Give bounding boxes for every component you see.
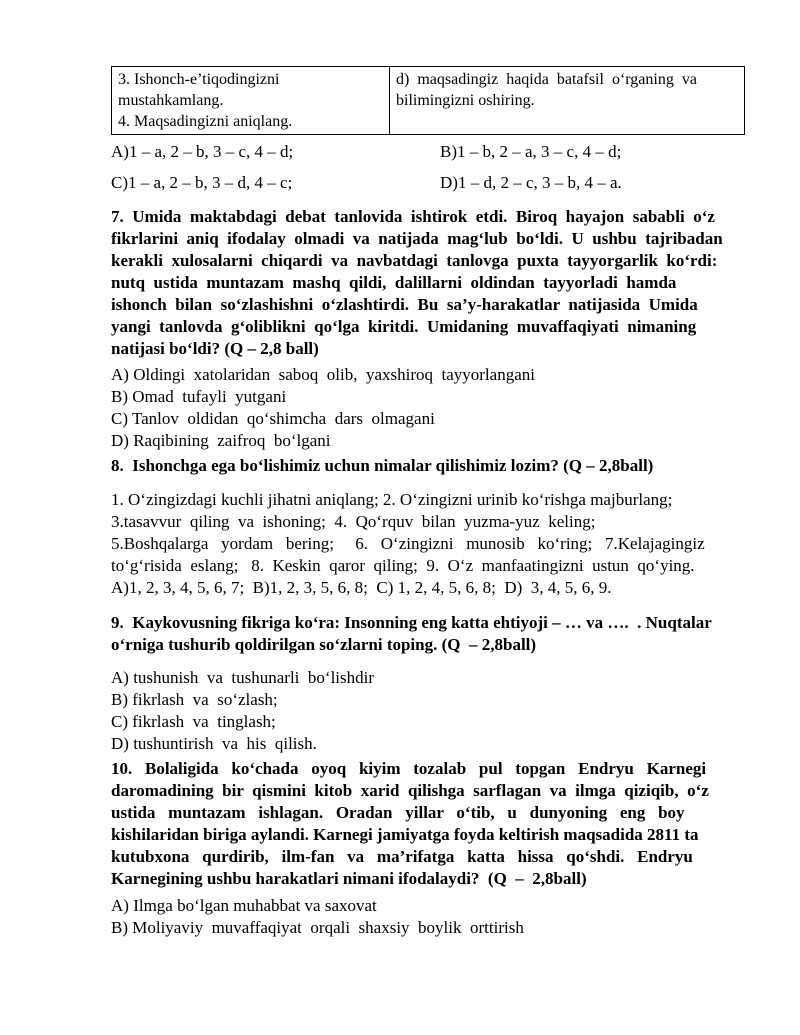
question-line: nutq ustida muntazam mashq qildi, dalillarni oldindan tayyorladi hamda [111, 273, 677, 292]
answer-option-a: A) Oldingi xatolaridan saboq olib, yaxshiroq tayyorlangani [111, 365, 535, 384]
question-9 [111, 612, 751, 656]
answer-options-line: A)1, 2, 3, 4, 5, 6, 7; B)1, 2, 3, 5, 6, 8; C) 1, 2, 4, 5, 6, 8; D) 3, 4, 5, 6, 9. [111, 578, 612, 597]
question-line: 8. Ishonchga ega bo‘lishimiz uchun nimalar qilishimiz lozim? (Q – 2,8ball) [111, 456, 654, 475]
question-10 [111, 758, 751, 890]
question-line: ustida muntazam ishlagan. Oradan yillar o‘tib, u dunyoning eng boy [111, 803, 685, 822]
table-text: 3. Ishonch-e’tiqodingizni [118, 71, 280, 88]
question-line: daromadining bir qismini kitob xarid qilishga sarflagan va ilmga qiziqib, o‘z [111, 781, 709, 800]
statement-line: 3.tasavvur qiling va ishoning; 4. Qo‘rquv bilan yuzma-yuz keling; [111, 512, 596, 531]
question-line: kerakli xulosalarni chiqardi va navbatdagi tanlovga puxta tayyorgarlik ko‘rdi: [111, 251, 718, 270]
q6-options-row-2 [111, 172, 751, 194]
table-cell-right [390, 67, 745, 135]
question-line: Karnegining ushbu harakatlari nimani ifodalaydi? (Q – 2,8ball) [111, 869, 587, 888]
table-text: bilimingizni oshiring. [396, 92, 535, 109]
q6-options-row-1 [111, 141, 751, 163]
answer-option-d: D) tushuntirish va his qilish. [111, 734, 317, 753]
table-row [112, 67, 745, 135]
answer-option-d: D) Raqibining zaifroq bo‘lgani [111, 431, 331, 450]
table-text: mustahkamlang. [118, 92, 224, 109]
question-line: natijasi bo‘ldi? (Q – 2,8 ball) [111, 339, 319, 358]
statement-line: 5.Boshqalarga yordam bering; 6. O‘zingizni munosib ko‘ring; 7.Kelajagingiz [111, 534, 705, 553]
statement-line: to‘g‘risida eslang; 8. Keskin qaror qiling; 9. O‘z manfaatingizni ustun qo‘ying. [111, 556, 695, 575]
question-8-body [111, 489, 751, 599]
answer-option-b: B) fikrlash va so‘zlash; [111, 690, 278, 709]
question-line: ishonch bilan so‘zlashishni o‘zlashtirdi. Bu sa’y-harakatlar natijasida Umida [111, 295, 698, 314]
question-line: fikrlarini aniq ifodalay olmadi va natijada mag‘lub bo‘ldi. U ushbu tajribadan [111, 229, 723, 248]
answer-option-c: C) Tanlov oldidan qo‘shimcha dars olmagani [111, 409, 435, 428]
question-7-options [111, 364, 751, 452]
matching-table [111, 66, 745, 135]
table-text: d) maqsadingiz haqida batafsil o‘rganing va [396, 71, 697, 88]
table-cell-left [112, 67, 390, 135]
answer-option-a: A) tushunish va tushunarli bo‘lishdir [111, 668, 375, 687]
question-line: 9. Kaykovusning fikriga ko‘ra: Insonning eng katta ehtiyoji – … va …. . Nuqtalar [111, 613, 712, 632]
question-line: kutubxona qurdirib, ilm-fan va ma’rifatga katta hissa qo‘shdi. Endryu [111, 847, 693, 866]
question-10-options [111, 895, 751, 939]
question-9-options [111, 667, 751, 755]
answer-option-b: B) Omad tufayli yutgani [111, 387, 287, 406]
question-line: 7. Umida maktabdagi debat tanlovida ishtirok etdi. Biroq hayajon sababli o‘z [111, 207, 715, 226]
question-line: yangi tanlovda g‘oliblikni qo‘lga kiritdi. Umidaning muvaffaqiyati nimaning [111, 317, 697, 336]
q6-option-d: D)1 – d, 2 – c, 3 – b, 4 – a. [440, 173, 622, 192]
question-line: o‘rniga tushurib qoldirilgan so‘zlarni toping. (Q – 2,8ball) [111, 635, 537, 654]
question-7 [111, 206, 751, 360]
q6-option-c: C)1 – a, 2 – b, 3 – d, 4 – c; [111, 173, 293, 192]
answer-option-b: B) Moliyaviy muvaffaqiyat orqali shaxsiy boylik orttirish [111, 918, 524, 937]
statement-line: 1. O‘zingizdagi kuchli jihatni aniqlang; 2. O‘zingizni urinib ko‘rishga majburlang; [111, 490, 673, 509]
question-8 [111, 455, 751, 477]
q6-option-a: A)1 – a, 2 – b, 3 – c, 4 – d; [111, 142, 294, 161]
question-line: 10. Bolaligida ko‘chada oyoq kiyim tozalab pul topgan Endryu Karnegi [111, 759, 707, 778]
question-line: kishilaridan biriga aylandi. Karnegi jamiyatga foyda keltirish maqsadida 2811 ta [111, 825, 699, 844]
q6-option-b: B)1 – b, 2 – a, 3 – c, 4 – d; [440, 142, 622, 161]
table-text: 4. Maqsadingizni aniqlang. [118, 113, 293, 130]
answer-option-a: A) Ilmga bo‘lgan muhabbat va saxovat [111, 896, 377, 915]
answer-option-c: C) fikrlash va tinglash; [111, 712, 276, 731]
